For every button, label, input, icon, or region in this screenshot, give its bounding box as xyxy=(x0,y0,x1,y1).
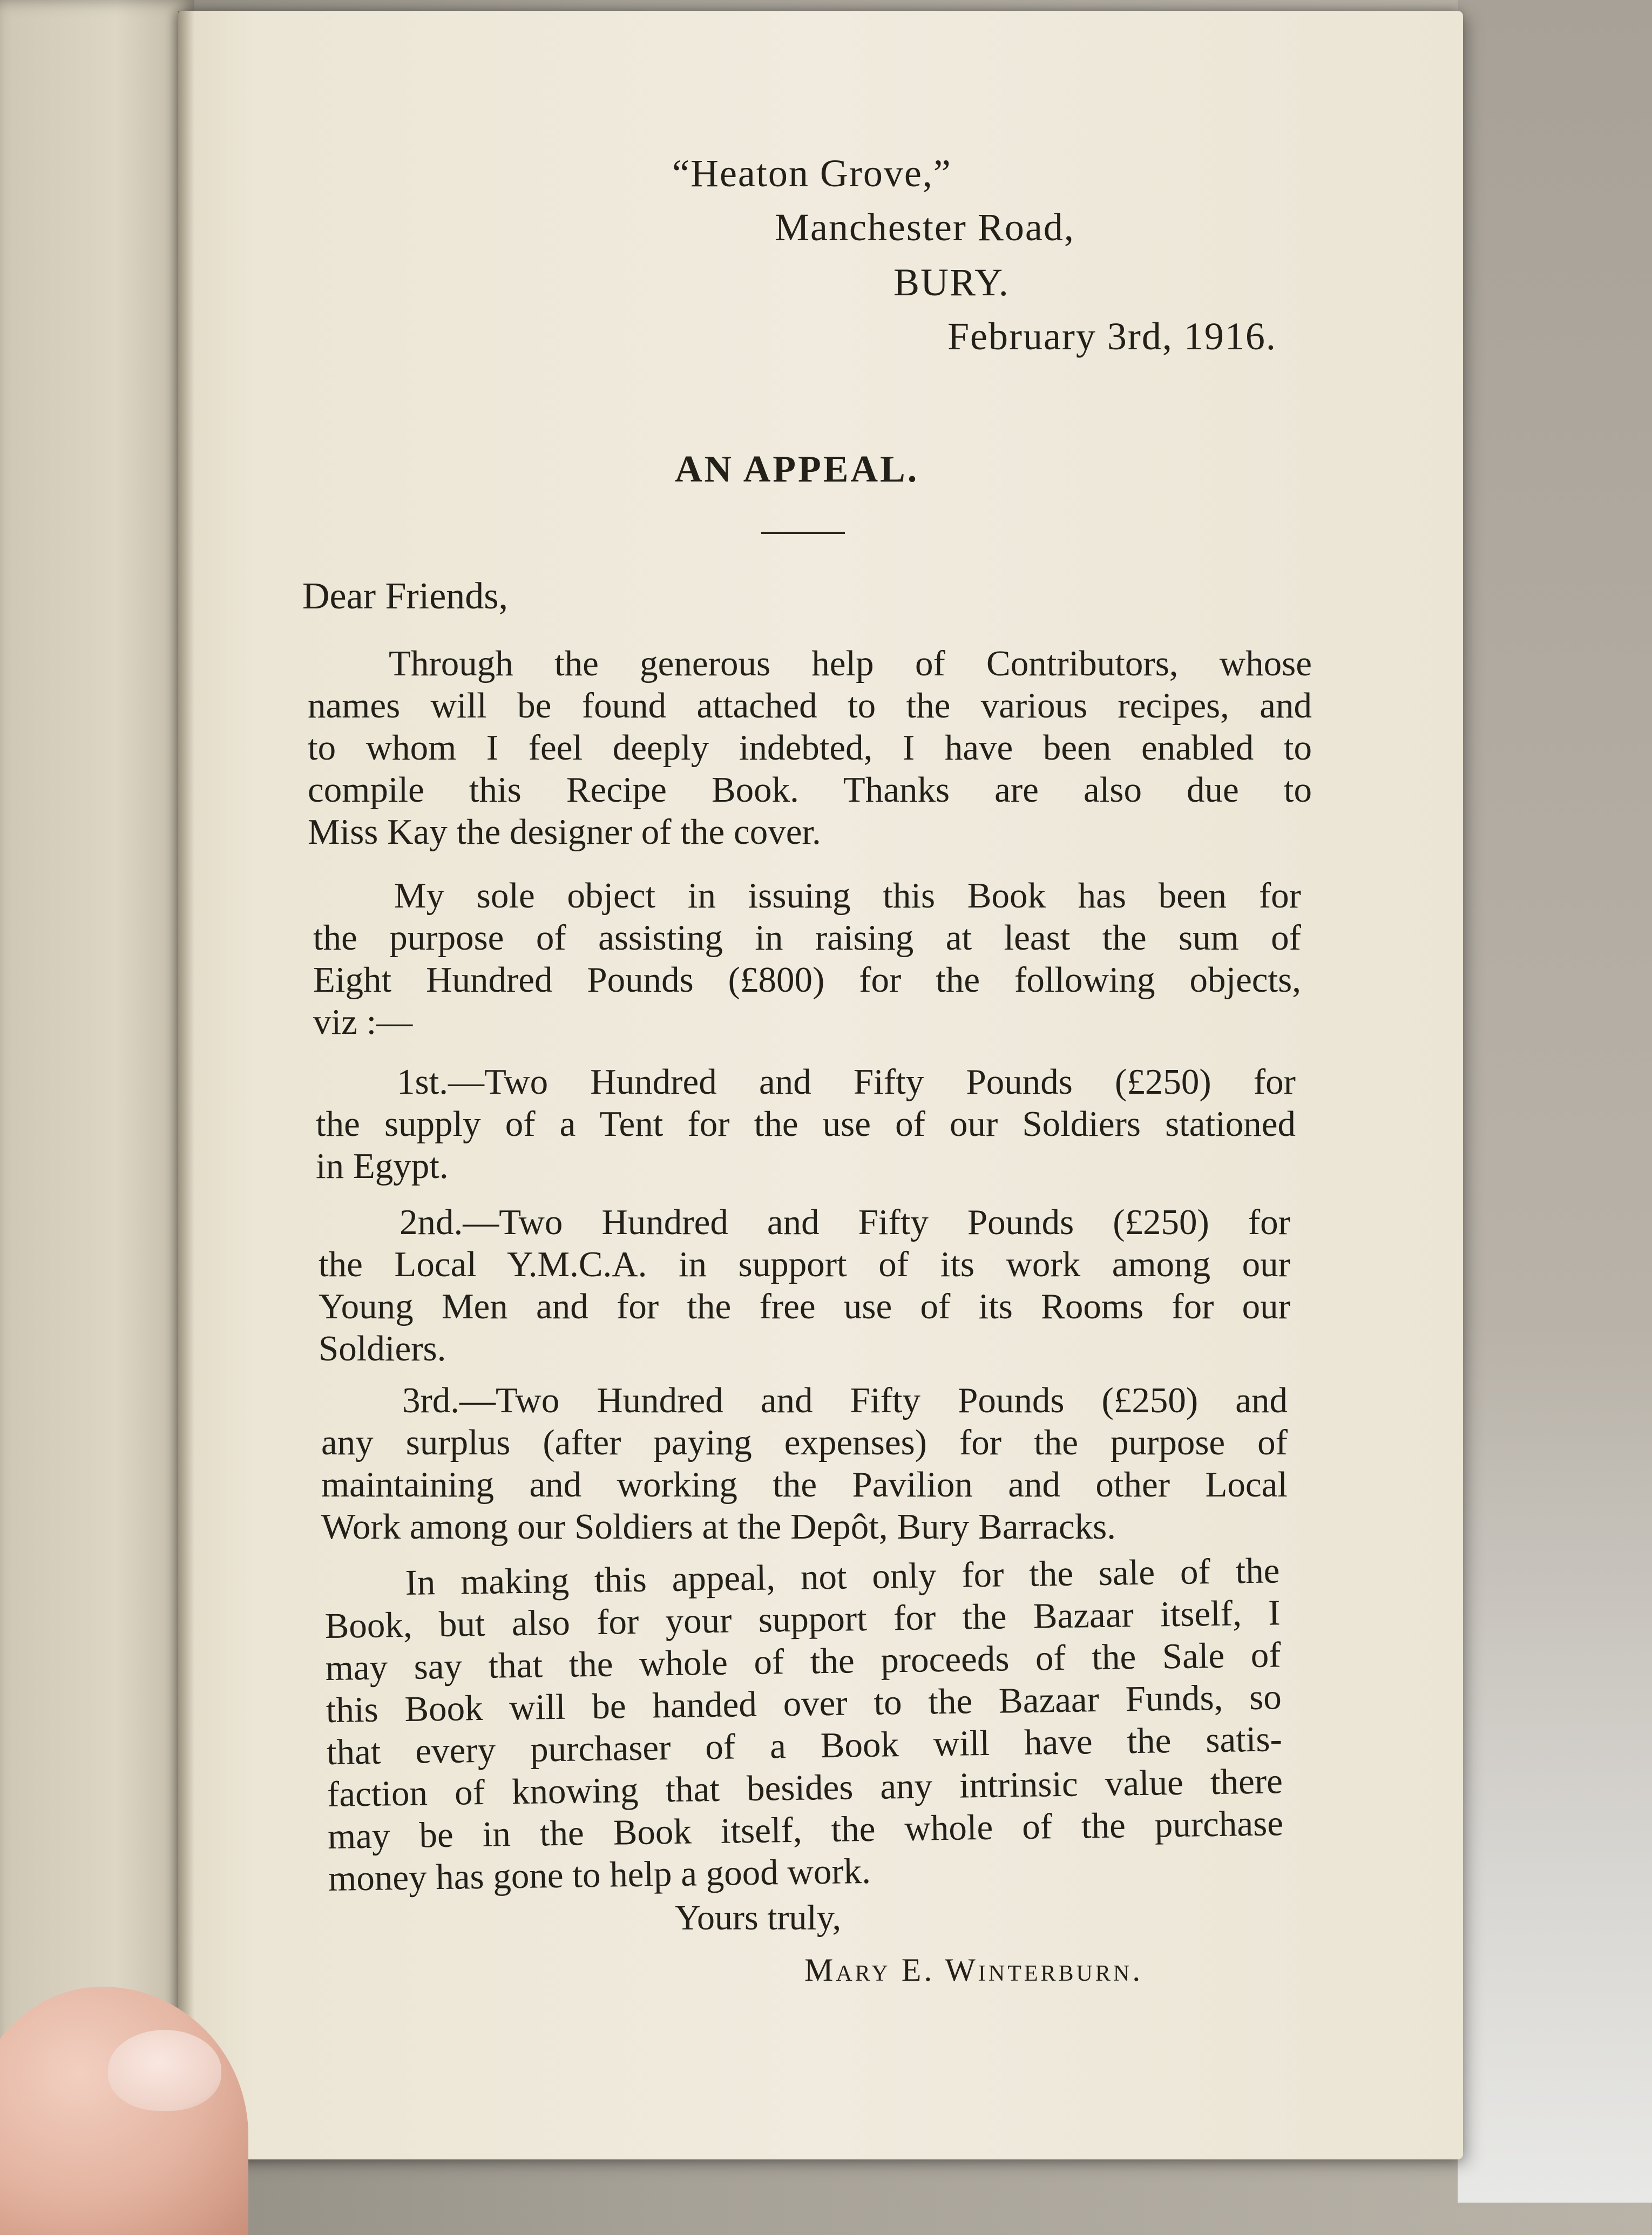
paragraph-line: Through the generous help of Contributors, whose xyxy=(389,644,1312,683)
paragraph-second-object xyxy=(319,1201,1290,1370)
paragraph-line: My sole object in issuing this Book has been for xyxy=(394,876,1301,916)
paragraph-line: Eight Hundred Pounds (£800) for the following objects, xyxy=(313,960,1301,1000)
paragraph-line: compile this Recipe Book. Thanks are also due to xyxy=(308,770,1312,810)
paragraph-line: may be in the Book itself, the whole of the purchase xyxy=(327,1803,1284,1857)
page-spine-shadow xyxy=(178,11,194,2159)
left-page-edge xyxy=(0,0,194,2203)
paragraph-contributors xyxy=(308,642,1312,853)
signature: Mary E. Winterburn. xyxy=(804,1952,1143,1988)
paragraph-line: 1st.—Two Hundred and Fifty Pounds (£250) for xyxy=(397,1062,1296,1102)
paragraph-line: the Local Y.M.C.A. in support of its work among our xyxy=(319,1244,1290,1284)
address-line-3: BURY. xyxy=(893,261,1010,304)
paragraph-line: In making this appeal, not only for the sale of the xyxy=(405,1550,1280,1603)
paragraph-line: maintaining and working the Pavilion and other Local xyxy=(321,1465,1288,1505)
paragraph-line: that every purchaser of a Book will have the satis- xyxy=(326,1719,1283,1772)
paragraph-line: faction of knowing that besides any intrinsic value there xyxy=(327,1761,1283,1814)
paragraph-line: Soldiers. xyxy=(319,1329,446,1369)
paragraph-line: money has gone to help a good work. xyxy=(328,1851,871,1899)
title-rule xyxy=(761,532,845,534)
thumbnail-nail xyxy=(108,2030,221,2111)
paragraph-line: to whom I feel deeply indebted, I have been enabled to xyxy=(308,728,1312,768)
paragraph-line: in Egypt. xyxy=(316,1146,449,1186)
address-line-1: “Heaton Grove,” xyxy=(672,152,952,195)
paragraph-first-object xyxy=(316,1061,1296,1187)
paragraph-appeal xyxy=(324,1549,1284,1900)
paragraph-line: the supply of a Tent for the use of our Soldiers stationed xyxy=(316,1104,1296,1144)
paragraph-line: 3rd.—Two Hundred and Fifty Pounds (£250) and xyxy=(402,1380,1288,1420)
background-right xyxy=(1458,0,1652,2203)
closing: Yours truly, xyxy=(675,1898,842,1938)
paragraph-line: this Book will be handed over to the Bazaar Funds, so xyxy=(326,1677,1282,1730)
paragraph-line: 2nd.—Two Hundred and Fifty Pounds (£250) for xyxy=(400,1202,1290,1242)
paragraph-line: may say that the whole of the proceeds of the Sale of xyxy=(325,1635,1282,1688)
paragraph-line: Miss Kay the designer of the cover. xyxy=(308,812,821,852)
paragraph-third-object xyxy=(321,1379,1288,1548)
salutation: Dear Friends, xyxy=(302,575,509,617)
paragraph-line: names will be found attached to the various recipes, and xyxy=(308,686,1312,726)
paragraph-line: Young Men and for the free use of its Rooms for our xyxy=(319,1286,1290,1326)
letter-title: AN APPEAL. xyxy=(675,449,919,490)
letter-date: February 3rd, 1916. xyxy=(947,315,1277,358)
paragraph-line: Work among our Soldiers at the Depôt, Bury Barracks. xyxy=(321,1507,1116,1547)
paragraph-line: the purpose of assisting in raising at least the sum of xyxy=(313,918,1301,958)
paragraph-line: any surplus (after paying expenses) for the purpose of xyxy=(321,1423,1288,1462)
paragraph-object xyxy=(313,875,1301,1043)
paragraph-line: viz :— xyxy=(313,1002,413,1042)
paragraph-line: Book, but also for your support for the Bazaar itself, I xyxy=(324,1593,1281,1646)
address-line-2: Manchester Road, xyxy=(775,206,1075,249)
